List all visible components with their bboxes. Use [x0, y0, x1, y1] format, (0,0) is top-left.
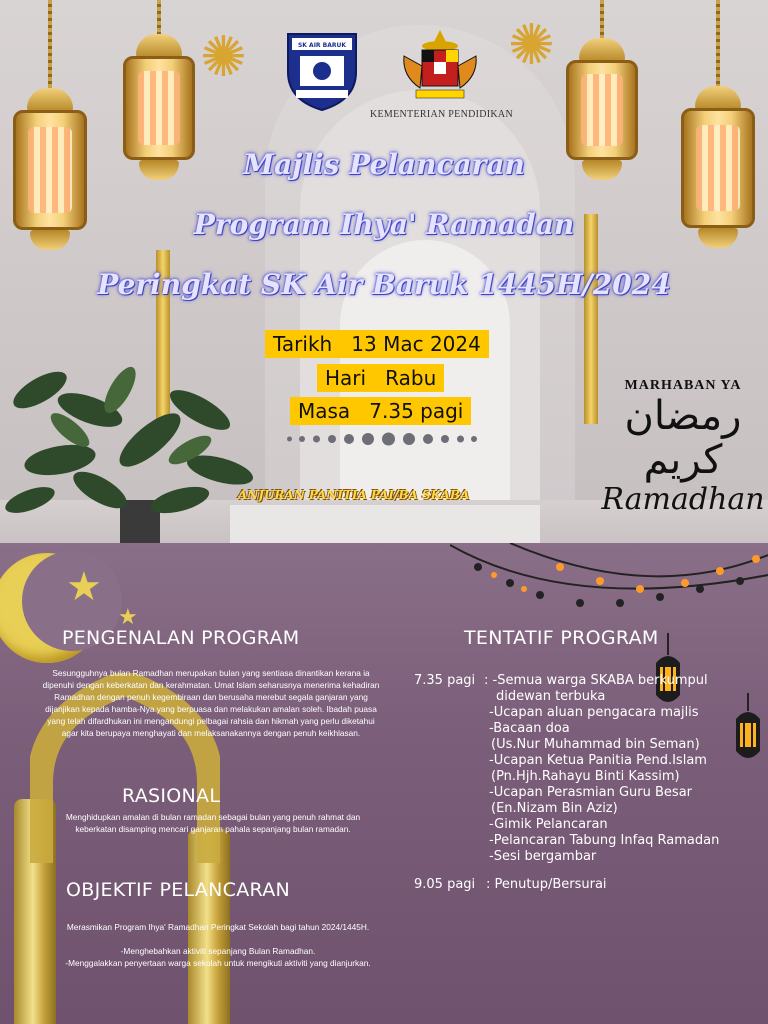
school-logo-text: SK AIR BARUK: [297, 42, 347, 49]
hanging-lantern-icon: [730, 693, 766, 769]
starburst-icon: ✺: [200, 25, 247, 90]
star-icon: ★: [66, 564, 102, 610]
tentatif-line: (Us.Nur Muhammad bin Seman): [491, 737, 700, 752]
time-value: 7.35 pagi: [369, 399, 464, 423]
title-line-2: Program Ihya' Ramadan: [193, 208, 575, 241]
greeting-top: MARHABAN YA: [624, 378, 742, 393]
tentatif-heading: TENTATIF PROGRAM: [464, 627, 659, 649]
starburst-icon: ✺: [508, 13, 555, 78]
organizer-label: ANJURAN PANITIA PAI/BA SKABA: [238, 488, 470, 502]
day-value: Rabu: [385, 366, 437, 390]
string-lights-icon: [450, 543, 768, 623]
objektif-heading: OBJEKTIF PELANCARAN: [66, 879, 291, 901]
date-value: 13 Mac 2024: [351, 332, 481, 356]
time-label: Masa: [298, 399, 351, 423]
star-icon: ★: [118, 605, 138, 630]
pengenalan-heading: PENGENALAN PROGRAM: [62, 627, 300, 649]
school-logo: [282, 28, 362, 112]
tentatif-time-2: 9.05 pagi: [414, 877, 476, 892]
day-box: [317, 364, 444, 392]
day-label: Hari: [325, 366, 367, 390]
time-box: [290, 397, 471, 425]
tentatif-time-1: 7.35 pagi: [414, 673, 476, 688]
rasional-heading: RASIONAL: [122, 785, 221, 807]
pengenalan-text: Sesungguhnya bulan Ramadhan merupakan bulan yang sentiasa dinantikan kerana ia dipenuhi dengan keberkatan dan kerahmatan. Umat Islam seharusnya menerima kehadiran Ramadhan dengan penuh kegembiraan dan berusaha merebut segala ganjaran yang dijanjikan kepada hamba-Nya yang berpuasa dan melakukan amalan soleh. Ibadah puasa yang telah difardhukan ini mengandungi pelbagai rahsia dan hikmah yang perlu diketahui agar kita berupaya menghayati dan melaksanakannya dengan penuh keikhlasan.: [42, 668, 380, 738]
objektif-item: -Menghebahkan aktiviti sepanjang Bulan Ramadhan.: [120, 946, 316, 956]
tentatif-line: (Pn.Hjh.Rahayu Binti Kassim): [491, 769, 680, 784]
poster-details: [0, 543, 768, 1024]
marhaban-greeting: [598, 378, 768, 517]
tentatif-closing: : Penutup/Bersurai: [486, 877, 607, 892]
title-line-1: Majlis Pelancaran: [243, 148, 525, 181]
date-box: [265, 330, 489, 358]
ministry-crest-icon: [398, 26, 482, 106]
objektif-item: Merasmikan Program Ihya' Ramadhan Peringkat Sekolah bagi tahun 2024/1445H.: [66, 922, 370, 932]
tentatif-line: -Gimik Pelancaran: [489, 817, 608, 832]
date-label: Tarikh: [273, 332, 333, 356]
tentatif-line: -Ucapan Perasmian Guru Besar: [489, 785, 693, 800]
ministry-label: KEMENTERIAN PENDIDIKAN: [370, 109, 513, 120]
tentatif-line: didewan terbuka: [496, 689, 606, 704]
gold-stick-right: [584, 214, 598, 424]
objektif-item: -Menggalakkan penyertaan warga sekolah untuk mengikuti aktiviti yang dianjurkan.: [65, 958, 371, 968]
decorative-dots: [287, 432, 487, 446]
greeting-calligraphy: رمضان كريم: [624, 393, 742, 483]
tentatif-line: : -Semua warga SKABA berkumpul: [484, 673, 708, 688]
plant-icon: [0, 350, 280, 543]
title-line-3: Peringkat SK Air Baruk 1445H/2024: [97, 268, 671, 301]
tentatif-line: -Bacaan doa: [489, 721, 570, 736]
tentatif-line: -Pelancaran Tabung Infaq Ramadan: [489, 833, 720, 848]
tentatif-line: -Sesi bergambar: [489, 849, 597, 864]
rasional-text: Menghidupkan amalan di bulan ramadan sebagai bulan yang penuh rahmat dan keberkatan disamping mencari ganjaran pahala sepanjang bulan ramadan.: [65, 812, 361, 834]
tentatif-line: (En.Nizam Bin Aziz): [491, 801, 618, 816]
tentatif-line: -Ucapan aluan pengacara majlis: [489, 705, 699, 720]
tentatif-line: -Ucapan Ketua Panitia Pend.Islam: [489, 753, 707, 768]
greeting-bottom: Ramadhan: [601, 482, 765, 517]
